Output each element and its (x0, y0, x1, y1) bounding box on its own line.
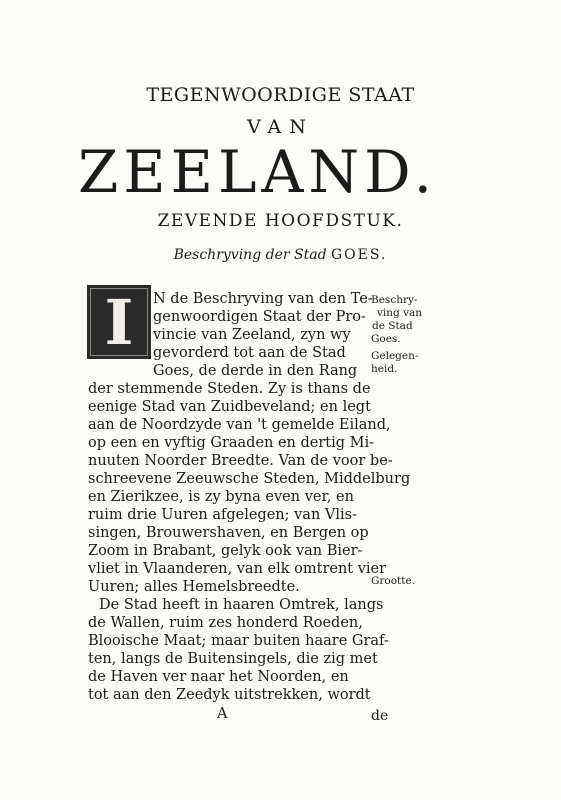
heading-line-1: TEGENWOORDIGE STAAT (146, 84, 415, 106)
body-line: op een en vyftig Graaden en dertig Mi- (88, 435, 375, 451)
body-line: ruim drie Uuren afgelegen; van Vlis- (88, 507, 357, 523)
body-line: Zoom in Brabant, gelyk ook van Bier- (88, 543, 363, 559)
body-line: N de Beschryving van den Te- (153, 291, 373, 307)
margin-note: Grootte. (371, 575, 416, 587)
decorated-initial: I (87, 285, 151, 359)
body-line: eenige Stad van Zuidbeveland; en legt (88, 399, 371, 415)
subtitle-prefix: Beschryving der Stad (173, 247, 327, 263)
body-line: vliet in Vlaanderen, van elk omtrent vier (88, 561, 387, 577)
heading-line-2: VAN (247, 116, 314, 138)
section-subtitle (0, 247, 561, 263)
body-line: ten, langs de Buitensingels, die zig met (88, 651, 378, 667)
body-line: Blooische Maat; maar buiten haare Graf- (88, 633, 389, 649)
body-line: Uuren; alles Hemelsbreedte. (88, 579, 300, 595)
heading-title: ZEELAND. (78, 138, 437, 206)
margin-note: heid. (371, 363, 398, 375)
body-line: en Zierikzee, is zy byna even ver, en (88, 489, 354, 505)
catchword: de (371, 708, 389, 724)
body-line: schreevene Zeeuwsche Steden, Middelburg (88, 471, 411, 487)
body-line: de Haven ver naar het Noorden, en (88, 669, 349, 685)
subtitle-city: GOES. (330, 247, 388, 263)
body-line: Goes, de derde in den Rang (153, 363, 358, 379)
body-line: gevorderd tot aan de Stad (153, 345, 346, 361)
body-line: der stemmende Steden. Zy is thans de (88, 381, 371, 397)
margin-note: Beschry- (371, 294, 418, 306)
body-line: aan de Noordzyde van 't gemelde Eiland, (88, 417, 391, 433)
body-line: vincie van Zeeland, zyn wy (153, 327, 351, 343)
body-line: tot aan den Zeedyk uitstrekken, wordt (88, 687, 371, 703)
body-line: de Wallen, ruim zes honderd Roeden, (88, 615, 363, 631)
margin-note: ving van (377, 307, 423, 319)
body-line: nuuten Noorder Breedte. Van de voor be- (88, 453, 393, 469)
margin-note: Goes. (371, 333, 401, 345)
body-line: singen, Brouwershaven, en Bergen op (88, 525, 369, 541)
signature-mark: A (217, 706, 228, 722)
body-line: genwoordigen Staat der Pro- (153, 309, 366, 325)
margin-note: Gelegen- (371, 350, 419, 362)
margin-note: de Stad (372, 320, 413, 332)
body-line: De Stad heeft in haaren Omtrek, langs (99, 597, 384, 613)
chapter-heading: ZEVENDE HOOFDSTUK. (157, 211, 404, 231)
